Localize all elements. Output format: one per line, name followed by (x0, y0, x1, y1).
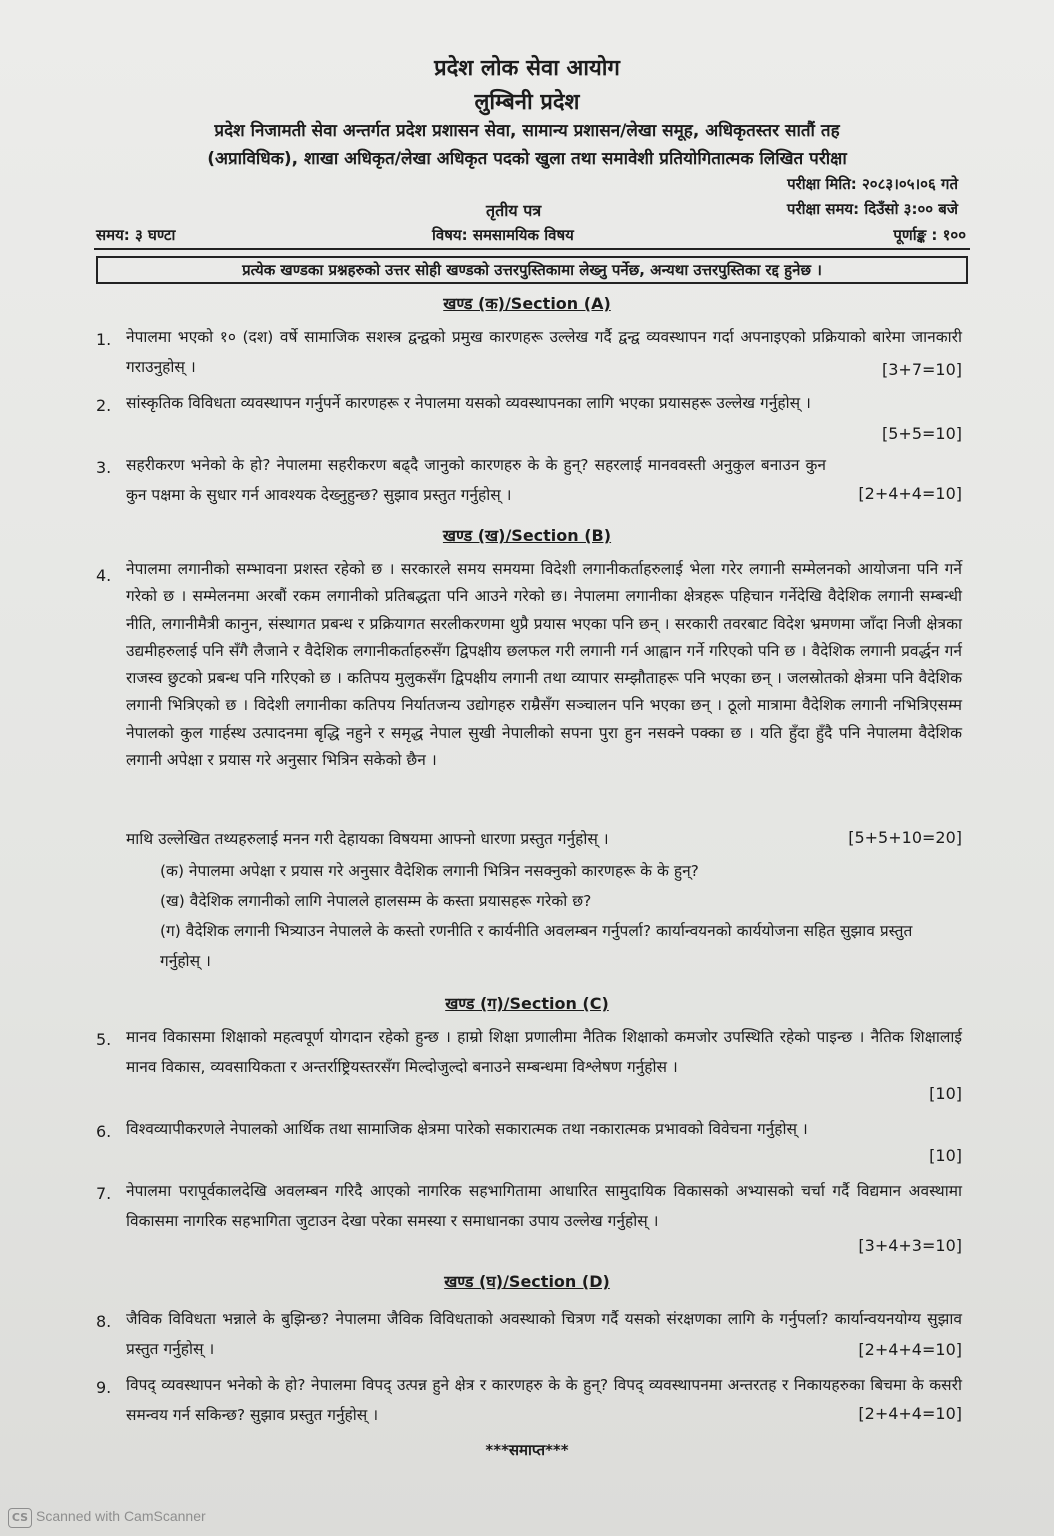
question-text: नेपालमा परापूर्वकालदेखि अवलम्बन गरिदै आएको नागरिक सहभागितामा आधारित सामुदायिक विकासको अभ्यासको चर्चा गर्दै विद्यमान अवस्थामा विकासमा नागरिक सहभागिता जुटाउन देखा परेका समस्या र समाधानका उपाय उल्लेख गर्नुहोस् । (126, 1182, 962, 1230)
question-marks: [10] (929, 1146, 962, 1165)
question-marks: [2+4+4=10] (858, 484, 962, 503)
question-marks: [5+5+10=20] (848, 828, 962, 847)
question-text: विपद् व्यवस्थापन भनेको के हो? नेपालमा विपद् उत्पन्न हुने क्षेत्र र कारणहरु के के हुन्? विपद् व्यवस्थापनमा अन्तरतह र निकायहरुका बिचमा के कसरी समन्वय गर्न सकिन्छ? सुझाव प्रस्तुत गर्नुहोस् । (126, 1376, 962, 1424)
commission-title: प्रदेश लोक सेवा आयोग (434, 56, 620, 81)
exam-description-2: (अप्राविधिक), शाखा अधिकृत/लेखा अधिकृत पदको खुला तथा समावेशी प्रतियोगितात्मक लिखित परीक्षा (207, 149, 847, 169)
exam-date: परीक्षा मिति: २०८३।०५।०६ गते (787, 175, 958, 193)
question-text: मानव विकासमा शिक्षाको महत्वपूर्ण योगदान रहेको हुन्छ । हाम्रो शिक्षा प्रणालीमा नैतिक शिक्षाको कमजोर उपस्थिति रहेको पाइन्छ । नैतिक शिक्षालाई मानव विकास, व्यवसायिकता र अन्तर्राष्ट्रियस्तरसँग मिल्दोजुल्दो बनाउने सम्बन्धमा विश्लेषण गर्नुहोस । (126, 1028, 962, 1076)
question-marks: [3+7=10] (881, 360, 962, 379)
divider (94, 248, 970, 250)
camscanner-logo-icon: CS (8, 1508, 32, 1528)
question-text: विश्वव्यापीकरणले नेपालको आर्थिक तथा सामाजिक क्षेत्रमा पारेको सकारात्मक तथा नकारात्मक प्रभावको विवेचना गर्नुहोस् । (126, 1120, 808, 1138)
end-marker: ***समाप्त*** (485, 1441, 569, 1459)
question-number: 6. (96, 1122, 112, 1141)
exam-description-1: प्रदेश निजामती सेवा अन्तर्गत प्रदेश प्रशासन सेवा, सामान्य प्रशासन/लेखा समूह, अधिकृतस्तर सातौं तह (214, 121, 840, 141)
question-text: नेपालमा लगानीको सम्भावना प्रशस्त रहेको छ । सरकारले समय समयमा विदेशी लगानीकर्ताहरुलाई भेला गरेर लगानी सम्मेलनको आयोजना पनि गर्ने गरेको छ । सम्मेलनमा अरबौं रकम लगानीको प्रतिबद्धता पनि आउने गरेको छ। नेपालमा लगानीका क्षेत्रहरू पहिचान गर्नेदेखि वैदेशिक लगानी सम्बन्धी नीति, लगानीमैत्री कानुन, संस्थागत प्रबन्ध र प्रक्रियागत सरलीकरणमा थुप्रै प्रयास भएका पनि छन् । सरकारी तवरबाट विदेश भ्रमणमा जाँदा निजी क्षेत्रका उद्यमीहरुलाई पनि सँगै लैजाने र वैदेशिक लगानीकर्ताहरुसँग द्विपक्षीय छलफल गरी लगानी गर्न आह्वान गर्ने गरिएको पनि छ । वैदेशिक लगानी प्रवर्द्धन गर्न राजस्व छुटको प्रबन्ध पनि गरिएको छ । कतिपय मुलुकसँग द्विपक्षीय लगानी तथा व्यापार सम्झौताहरू पनि भएका छन् । जलस्रोतको क्षेत्रमा पनि वैदेशिक लगानी भित्रिएको छ । विदेशी लगानीका कतिपय निर्यातजन्य उद्योगहरु राम्रैसँग सञ्चालन पनि भएका छन् । ठूलो मात्रामा वैदेशिक लगानी नभित्रिएसम्म नेपालको कुल गार्हस्थ उत्पादनमा बृद्धि नहुने र समृद्ध नेपाल सुखी नेपालीको सपना पुरा हुन नसक्ने पक्का छ । यति हुँदा हुँदै पनि नेपालमा वैदेशिक लगानी अपेक्षा र प्रयास गरे अनुसार भित्रिन सकेको छैन । (126, 560, 962, 770)
question-number: 5. (96, 1030, 112, 1049)
sub-question: (ख) वैदेशिक लगानीको लागि नेपालले हालसम्म के कस्ता प्रयासहरू गरेको छ? (160, 892, 592, 910)
sub-question: (क) नेपालमा अपेक्षा र प्रयास गरे अनुसार वैदेशिक लगानी भित्रिन नसक्नुको कारणहरू के के हुन्? (160, 862, 699, 880)
scanner-watermark: Scanned with CamScanner (36, 1508, 206, 1524)
question-text: सहरीकरण भनेको के हो? नेपालमा सहरीकरण बढ्दै जानुको कारणहरु के के हुन्? सहरलाई मानववस्ती अनुकुल बनाउन कुन कुन पक्षमा के सुधार गर्न आवश्यक देख्नुहुन्छ? सुझाव प्रस्तुत गर्नुहोस् । (126, 456, 826, 504)
question-marks: [10] (929, 1084, 962, 1103)
question-number: 1. (96, 330, 112, 349)
section-b-heading: खण्ड (ख)/Section (B) (442, 526, 612, 545)
sub-question: (ग) वैदेशिक लगानी भित्र्याउन नेपालले के कस्तो रणनीति र कार्यनीति अवलम्बन गर्नुपर्ला? कार्यान्वयनको कार्ययोजना सहित सुझाव प्रस्तुत गर्नुहोस् । (160, 922, 913, 970)
question-marks: [5+5=10] (881, 424, 962, 443)
question-text: नेपालमा भएको १० (दश) वर्षे सामाजिक सशस्त्र द्वन्द्वको प्रमुख कारणहरू उल्लेख गर्दै द्वन्द्व व्यवस्थापन गर्दा अपनाइएको प्रक्रियाको बारेमा जानकारी गराउनुहोस् । (126, 328, 962, 376)
section-d-heading: खण्ड (घ)/Section (D) (444, 1272, 610, 1291)
question-text: जैविक विविधता भन्नाले के बुझिन्छ? नेपालमा जैविक विविधताको अवस्थाको चित्रण गर्दै यसको संरक्षणका लागि के गर्नुपर्ला? कार्यान्वयनयोग्य सुझाव प्रस्तुत गर्नुहोस् । (126, 1310, 962, 1358)
province-title: लुम्बिनी प्रदेश (474, 90, 580, 115)
question-number: 4. (96, 566, 112, 585)
subject: विषय: समसामयिक विषय (432, 226, 574, 244)
exam-time: परीक्षा समय: दिउँसो ३:०० बजे (786, 200, 958, 218)
paper-number: तृतीय पत्र (486, 201, 542, 220)
question-number: 9. (96, 1378, 112, 1397)
question-number: 7. (96, 1184, 112, 1203)
question-text: सांस्कृतिक विविधता व्यवस्थापन गर्नुपर्ने कारणहरू र नेपालमा यसको व्यवस्थापनका लागि भएका प्रयासहरू उल्लेख गर्नुहोस् । (126, 394, 811, 412)
question-number: 3. (96, 458, 112, 477)
question-number: 8. (96, 1312, 112, 1331)
question-marks: [3+4+3=10] (858, 1236, 962, 1255)
question-marks: [2+4+4=10] (858, 1404, 962, 1423)
duration: समय: ३ घण्टा (96, 226, 176, 244)
full-marks: पूर्णाङ्क : १०० (893, 226, 966, 244)
question-marks: [2+4+4=10] (858, 1340, 962, 1359)
question-instruction: माथि उल्लेखित तथ्यहरुलाई मनन गरी देहायका विषयमा आफ्नो धारणा प्रस्तुत गर्नुहोस् । (126, 830, 609, 848)
instruction-notice: प्रत्येक खण्डका प्रश्नहरुको उत्तर सोही खण्डको उत्तरपुस्तिकामा लेख्नु पर्नेछ, अन्यथा उत्तरपुस्तिका रद्द हुनेछ । (96, 256, 968, 284)
section-a-heading: खण्ड (क)/Section (A) (443, 294, 611, 313)
section-c-heading: खण्ड (ग)/Section (C) (445, 994, 609, 1013)
question-number: 2. (96, 396, 112, 415)
